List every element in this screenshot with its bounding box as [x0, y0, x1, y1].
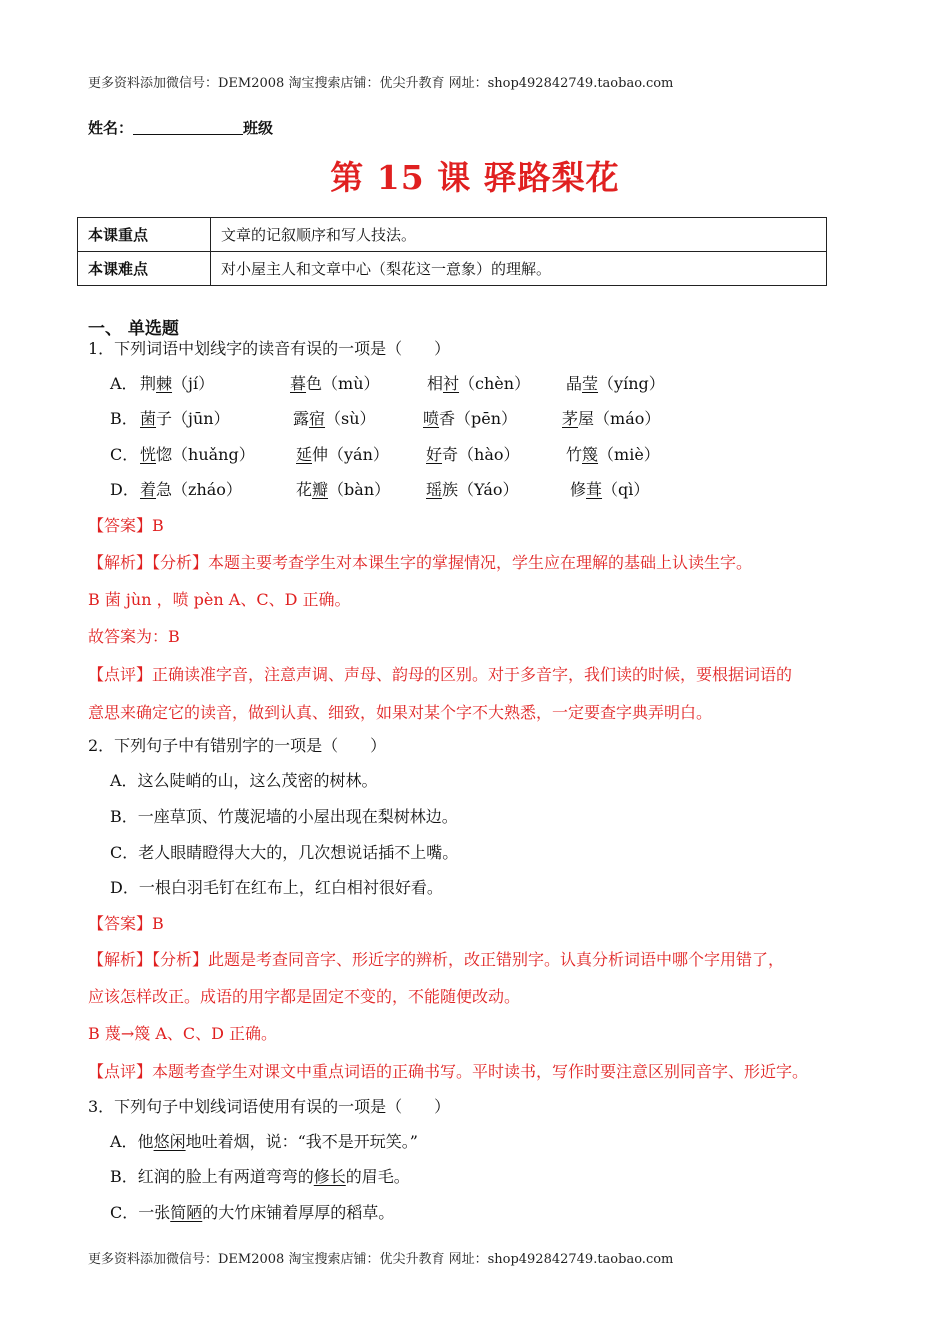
q1-d-word4: 修葺（qì） — [570, 480, 650, 499]
q1-comment: 【点评】正确读准字音，注意声调、声母、韵母的区别。对于多音字，我们读的时候，要根据词语的 — [88, 665, 793, 684]
q1-answer: 【答案】B — [88, 516, 164, 535]
q2-option-c: C．老人眼睛瞪得大大的，几次想说话插不上嘴。 — [110, 843, 459, 862]
q1-option-d-label: D． — [110, 480, 139, 499]
q1-b-word3: 喷香（pēn） — [423, 409, 518, 428]
name-blank — [133, 120, 243, 135]
q1-final-answer: 故答案为：B — [88, 627, 180, 646]
q1-a-word4: 晶莹（yíng） — [566, 374, 665, 393]
q3-option-a: A．他悠闲地吐着烟，说：“我不是开玩笑。” — [110, 1132, 418, 1151]
q2-option-a: A．这么陡峭的山，这么茂密的树林。 — [110, 771, 378, 790]
q2-stem: 2．下列句子中有错别字的一项是（ ） — [88, 736, 387, 755]
q1-d-word1: 着急（zháo） — [140, 480, 242, 499]
q1-analysis: 【解析】【分析】本题主要考查学生对本课生字的掌握情况，学生应在理解的基础上认读生字。 — [88, 553, 753, 572]
q1-a-word3: 相衬（chèn） — [427, 374, 531, 393]
class-label: 班级 — [243, 119, 274, 137]
q1-c-word2: 延伸（yán） — [296, 445, 389, 464]
q1-d-word3: 瑶族（Yáo） — [426, 480, 519, 499]
difficulty-value: 对小屋主人和文章中心（梨花这一意象）的理解。 — [211, 252, 827, 286]
name-label: 姓名： — [88, 119, 134, 137]
key-point-label: 本课重点 — [78, 218, 211, 252]
difficulty-label: 本课难点 — [78, 252, 211, 286]
q1-option-c-label: C． — [110, 445, 139, 464]
q1-stem: 1．下列词语中划线字的读音有误的一项是（ ） — [88, 339, 451, 358]
student-name-field — [88, 117, 273, 138]
q1-option-b-label: B． — [110, 409, 138, 428]
q1-a-word1: 荆棘（jí） — [140, 374, 215, 393]
page-header: 更多资料添加微信号：DEM2008 淘宝搜索店铺：优尖升教育 网址：shop492842749.taobao.com — [88, 76, 674, 91]
q1-analysis-detail: B 菌 jùn ，喷 pèn A、C、D 正确。 — [88, 590, 351, 609]
table-row — [78, 218, 827, 252]
q1-b-word1: 菌子（jūn） — [140, 409, 230, 428]
q1-c-word3: 好奇（hào） — [426, 445, 520, 464]
q2-option-d: D．一根白羽毛钉在红布上，红白相衬很好看。 — [110, 878, 443, 897]
section-heading: 一、 单选题 — [88, 319, 179, 339]
q2-analysis-detail: B 蔑→篾 A、C、D 正确。 — [88, 1024, 278, 1043]
q2-answer: 【答案】B — [88, 914, 164, 933]
q2-option-b: B．一座草顶、竹蔑泥墙的小屋出现在梨树林边。 — [110, 807, 458, 826]
page-footer: 更多资料添加微信号：DEM2008 淘宝搜索店铺：优尖升教育 网址：shop492842749.taobao.com — [88, 1252, 674, 1267]
q3-stem: 3．下列句子中划线词语使用有误的一项是（ ） — [88, 1097, 451, 1116]
q1-comment-cont: 意思来确定它的读音，做到认真、细致，如果对某个字不大熟悉，一定要查字典弄明白。 — [88, 703, 713, 722]
q2-analysis-cont: 应该怎样改正。成语的用字都是固定不变的，不能随便改动。 — [88, 987, 521, 1006]
q1-a-word2: 暮色（mù） — [290, 374, 380, 393]
q1-c-word1: 恍惚（huǎng） — [140, 445, 255, 464]
key-point-value: 文章的记叙顺序和写人技法。 — [211, 218, 827, 252]
q1-option-a-label: A． — [110, 374, 138, 393]
q1-c-word4: 竹篾（miè） — [566, 445, 660, 464]
q3-option-c: C．一张简陋的大竹床铺着厚厚的稻草。 — [110, 1203, 395, 1222]
table-row — [78, 252, 827, 286]
q1-b-word2: 露宿（sù） — [293, 409, 376, 428]
q2-analysis: 【解析】【分析】此题是考查同音字、形近字的辨析，改正错别字。认真分析词语中哪个字用错了， — [88, 950, 785, 969]
page-title: 第 15 课 驿路梨花 — [330, 158, 620, 197]
q1-d-word2: 花瓣（bàn） — [296, 480, 391, 499]
q3-option-b: B．红润的脸上有两道弯弯的修长的眉毛。 — [110, 1167, 410, 1186]
q2-comment: 【点评】本题考查学生对课文中重点词语的正确书写。平时读书，写作时要注意区别同音字、形近字。 — [88, 1062, 809, 1081]
lesson-key-table — [77, 217, 827, 286]
q1-b-word4: 茅屋（máo） — [562, 409, 661, 428]
